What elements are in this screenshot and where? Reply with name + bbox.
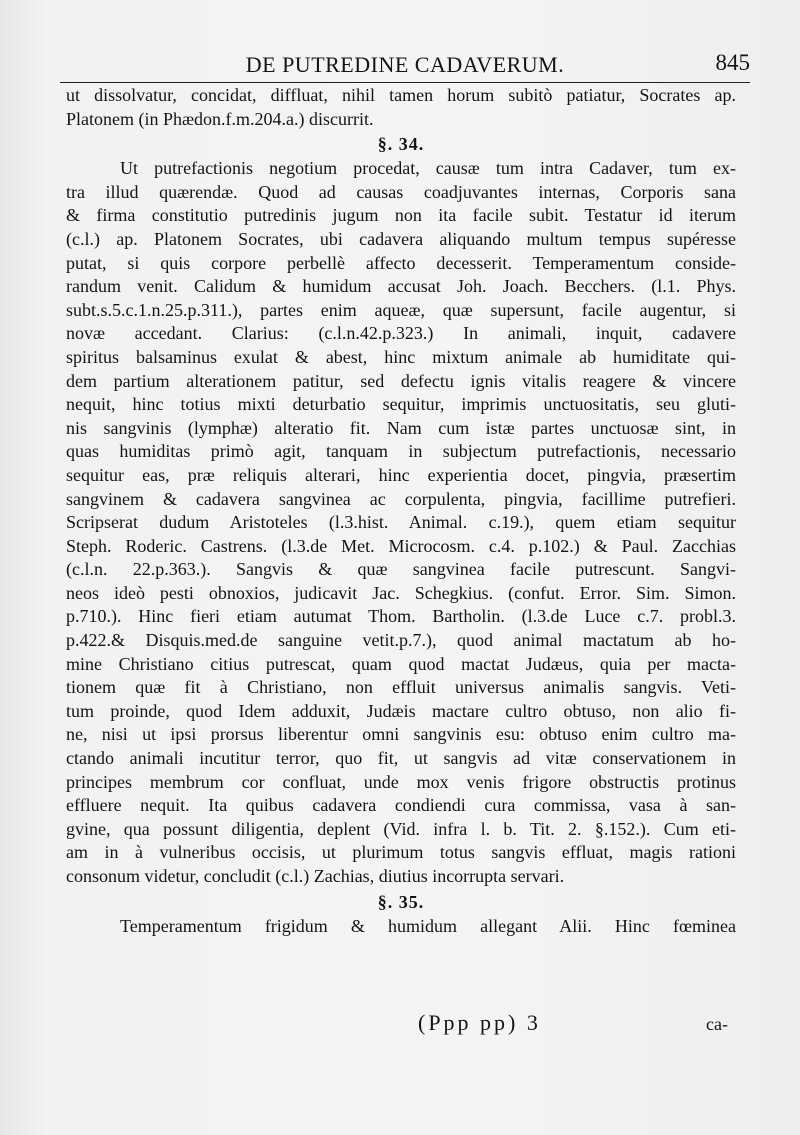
text-line: consonum videtur, concludit (c.l.) Zachias, diutius incorrupta servari. — [66, 866, 565, 886]
text-line: tra illud quærendæ. Quod ad causas coadjuvantes internas, Corporis sana — [66, 181, 736, 202]
text-line: principes membrum cor confluat, unde mox venis frigore obstructis protinus — [66, 771, 736, 792]
text-line: novæ accedant. Clarius: (c.l.n.42.p.323.) In animali, inquit, cadavere — [66, 323, 736, 344]
text-line: effluere nequit. Ita quibus cadavera condiendi cura commissa, vasa à san- — [66, 795, 736, 816]
catchword: ca- — [706, 1014, 728, 1034]
text-line: sangvinem & cadavera sangvinea ac corpulenta, pingvia, facillime putrefieri. — [66, 488, 736, 509]
text-line: mine Christiano citius putrescat, quam quod mactat Judæus, quia per macta- — [66, 653, 736, 674]
text-line: p.710.). Hinc fieri etiam autumat Thom. Bartholin. (l.3.de Luce c.7. probl.3. — [66, 606, 736, 627]
text-line: nis sangvinis (lymphæ) alteratio fit. Nam cum istæ partes unctuosæ sint, in — [66, 417, 736, 438]
running-head: DE PUTREDINE CADAVERUM. — [245, 52, 565, 77]
text-line: spiritus balsaminus exulat & abest, hinc mixtum animale ab humiditate qui- — [66, 346, 736, 367]
text-line: Platonem (in Phædon.f.m.204.a.) discurrit. — [66, 108, 374, 129]
body-text — [66, 84, 736, 938]
text-line: ne, nisi ut ipsi prorsus liberentur omni sangvinis esu: obtuso enim cultro ma- — [66, 724, 736, 745]
text-line: neos ideò pesti obnoxios, judicavit Jac. Schegkius. (confut. Error. Sim. Simon. — [66, 582, 736, 603]
text-line: tum proinde, quod Idem adduxit, Judæis mactare cultro obtuso, non alio fi- — [66, 700, 736, 721]
text-line: ctando animali incutitur terror, quo fit, ut sangvis ad vitæ conservationem in — [66, 748, 736, 769]
text-line: p.422.& Disquis.med.de sanguine vetit.p.7.), quod animal mactatum ab ho- — [66, 630, 736, 651]
page-header — [60, 48, 750, 83]
section-number: §. 34. — [377, 134, 425, 155]
text-line: Steph. Roderic. Castrens. (l.3.de Met. Microcosm. c.4. p.102.) & Paul. Zacchias — [66, 535, 736, 556]
page-number: 845 — [715, 50, 750, 75]
text-line: quas humiditas primò agit, tanquam in subjectum putrefactionis, necessario — [66, 441, 736, 462]
text-line: & firma constitutio putredinis jugum non ita facile subit. Testatur id iterum — [66, 205, 736, 226]
text-line: am in à vulneribus occisis, ut plurimum totus sangvis effluat, magis rationi — [66, 842, 736, 863]
text-line: tionem quæ fit à Christiano, non effluit universus animalis sangvis. Veti- — [66, 677, 736, 698]
text-line: sequitur eas, præ reliquis alterari, hinc experientia docet, pingvia, præsertim — [66, 464, 736, 485]
text-line: ut dissolvatur, concidat, diffluat, nihil tamen horum subitò patiatur, Socrates ap. — [66, 85, 736, 105]
text-line: nequit, hinc totius mixti deturbatio sequitur, imprimis unctuositatis, seu gluti- — [66, 394, 736, 415]
text-line: dem partium alterationem patitur, sed defectu ignis vitalis reagere & vincere — [66, 370, 736, 391]
section-number: §. 35. — [377, 891, 425, 912]
text-line: Ut putrefactionis negotium procedat, causæ tum intra Cadaver, tum ex- — [120, 158, 736, 179]
text-line: Temperamentum frigidum & humidum allegant Alii. Hinc fœminea — [120, 915, 736, 936]
text-line: randum venit. Calidum & humidum accusat Joh. Joach. Becchers. (l.1. Phys. — [66, 276, 736, 297]
signature-mark: (Ppp pp) 3 — [418, 1010, 541, 1035]
text-line: Scripserat dudum Aristoteles (l.3.hist. Animal. c.19.), quem etiam sequitur — [66, 512, 736, 533]
text-line: (c.l.) ap. Platonem Socrates, ubi cadavera aliquando multum tempus supéresse — [66, 228, 736, 249]
text-line: subt.s.5.c.1.n.25.p.311.), partes enim aqueæ, quæ supersunt, facile augentur, si — [66, 299, 736, 320]
text-line: gvine, qua possunt diligentia, deplent (Vid. infra l. b. Tit. 2. §.152.). Cum eti- — [66, 818, 736, 839]
text-line: (c.l.n. 22.p.363.). Sangvis & quæ sangvinea facile putrescunt. Sangvi- — [66, 559, 736, 580]
text-line: putat, si quis corpore perbellè affecto decesserit. Temperamentum conside- — [66, 252, 736, 273]
